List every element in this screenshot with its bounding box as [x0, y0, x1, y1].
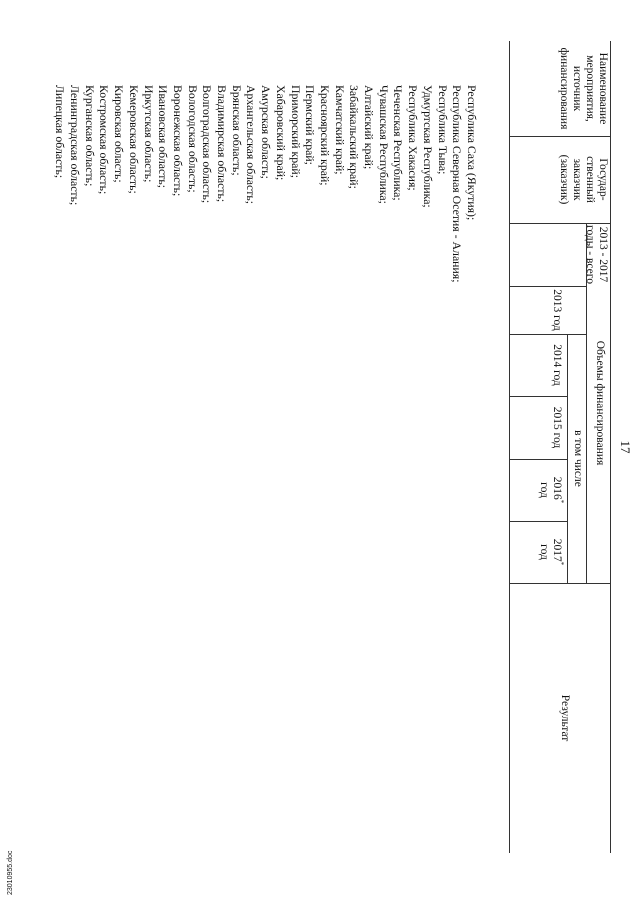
region-item: Алтайский край; [362, 85, 377, 170]
col-divider-8 [510, 583, 611, 584]
year-2017-label: 2017 [551, 538, 563, 562]
year-word-2016: год [538, 482, 550, 498]
year-word-2017: год [538, 544, 550, 560]
region-item: Брянская область; [229, 85, 244, 176]
region-item: Чувашская Республика; [376, 85, 391, 204]
region-list [53, 85, 479, 605]
region-item: Волгоградская область; [200, 85, 215, 204]
region-item: Пермский край; [303, 85, 318, 165]
header-state-customer: Государ-ственный заказчик (заказчик) [558, 154, 609, 205]
footer-code: 23010955.doc [7, 850, 14, 895]
region-item: Владимирская область; [215, 85, 230, 203]
region-item: Забайкальский край; [347, 85, 362, 189]
region-item: Камчатский край; [332, 85, 347, 175]
header-event-name: Наименование мероприятия, источник финансирования [558, 47, 609, 130]
col-divider-6 [510, 459, 568, 460]
region-item: Курганская область; [82, 85, 97, 187]
header-year-2016 [537, 461, 563, 519]
region-item: Вологодская область; [185, 85, 200, 193]
page-number: 17 [618, 440, 633, 454]
region-item: Красноярский край; [317, 85, 332, 186]
region-item: Хабаровский край; [273, 85, 288, 181]
header-result: Результат [559, 694, 571, 742]
col-divider-7 [510, 521, 568, 522]
footnote-mark-2016: * [556, 499, 565, 504]
header-year-2015: 2015 год [551, 406, 563, 449]
region-item: Амурская область; [259, 85, 274, 179]
rotated-page [28, 41, 633, 853]
footnote-mark-2017: * [556, 561, 565, 566]
region-item: Иркутская область; [141, 85, 156, 183]
header-bottom-border [509, 41, 510, 853]
header-year-2013: 2013 год [551, 289, 563, 331]
header-total: 2013 - 2017 годы - всего [584, 225, 609, 284]
region-item: Костромская область; [97, 85, 112, 195]
col-divider-3 [510, 286, 587, 287]
region-item: Удмуртская Республика; [420, 85, 435, 208]
region-item: Ивановская область; [156, 85, 171, 189]
region-item: Республика Хакасия; [406, 85, 421, 191]
year-2016-label: 2016 [551, 476, 563, 500]
region-item: Воронежская область; [170, 85, 185, 197]
region-item: Республика Саха (Якутия); [465, 85, 479, 221]
col-divider-2 [510, 223, 611, 224]
region-item: Республика Северная Осетия - Алания; [450, 85, 465, 283]
region-item: Республика Тыва; [435, 85, 450, 175]
region-item: Приморский край; [288, 85, 303, 178]
col-divider-4 [510, 334, 587, 335]
region-item: Архангельская область; [244, 85, 259, 205]
table-top-border [610, 41, 611, 853]
region-item: Чеченская Республика; [391, 85, 406, 201]
region-item: Липецкая область; [53, 85, 68, 179]
header-including: в том числе [572, 430, 584, 487]
col-divider-1 [510, 136, 611, 137]
region-item: Кемеровская область; [126, 85, 141, 194]
header-year-2017 [537, 523, 563, 581]
region-item: Кировская область; [112, 85, 127, 183]
region-item: Ленинградская область; [68, 85, 83, 206]
col-divider-5 [510, 396, 568, 397]
header-year-2014: 2014 год [551, 344, 563, 386]
header-funding-volume: Объемы финансирования [594, 340, 606, 466]
